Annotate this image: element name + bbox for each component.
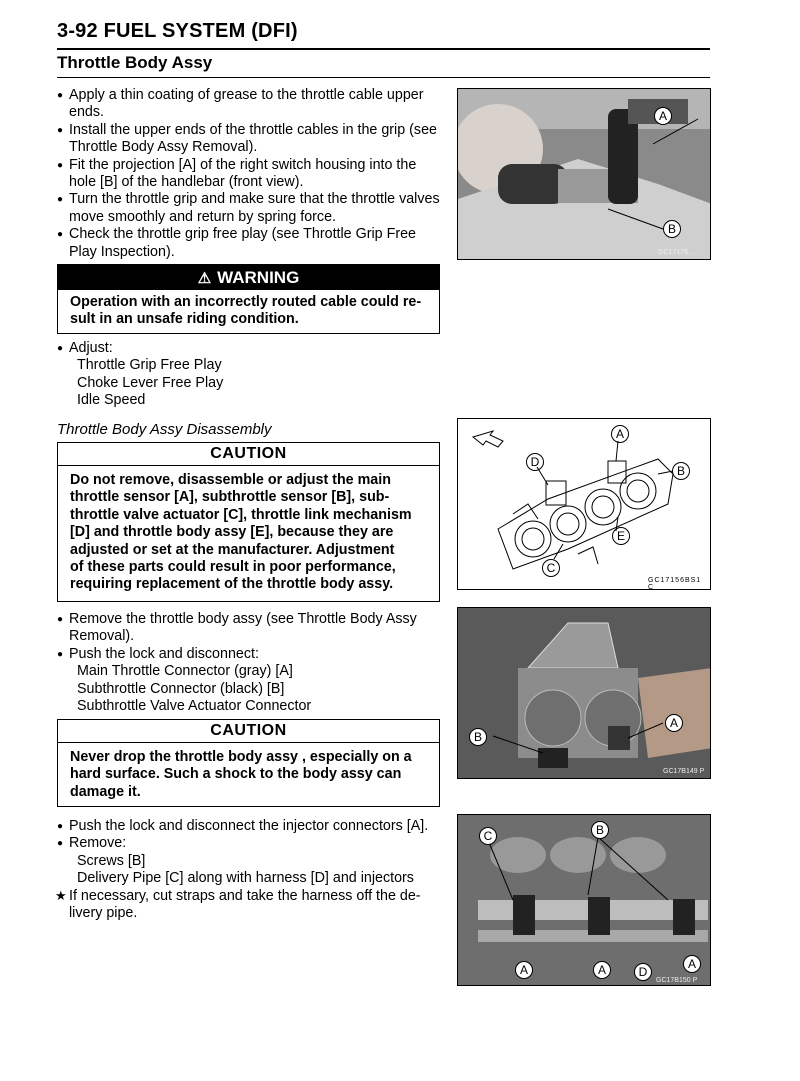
- injectors-photo: [458, 815, 711, 986]
- figure-code: GC17156BS1 C: [648, 577, 702, 590]
- step-item: [57, 646, 442, 663]
- note-text: If necessary, cut straps and take the harness off the de-: [69, 887, 421, 904]
- step-text: Install the upper ends of the throttle cables in the grip (see: [69, 121, 437, 138]
- step-item: ● Remove:: [57, 835, 442, 852]
- warning-body: [58, 290, 439, 335]
- callout-a: A: [593, 961, 611, 979]
- warning-box: [57, 264, 440, 334]
- step-text: move smoothly and return by spring force.: [69, 208, 336, 225]
- disassembly-title: Throttle Body Assy Disassembly: [57, 421, 272, 438]
- step-item: [57, 87, 442, 122]
- warning-line: Operation with an incorrectly routed cable could re-: [70, 294, 422, 310]
- caution-line: [D] and throttle body assy [E], because they are: [70, 524, 394, 541]
- step-text: Removal).: [69, 628, 135, 645]
- caution-title: CAUTION: [58, 443, 439, 466]
- front-arrow-icon: [473, 431, 503, 447]
- callout-a: A: [665, 714, 683, 732]
- caution-line: adjusted or set at the manufacturer. Adjustment: [70, 541, 395, 558]
- warning-title: WARNING: [217, 268, 300, 287]
- injector-steps: [57, 818, 442, 922]
- throttle-body-drawing: [458, 419, 711, 590]
- figure-throttle-body-drawing: [457, 418, 711, 590]
- callout-c: C: [542, 559, 560, 577]
- callout-d: D: [634, 963, 652, 981]
- section-title: Throttle Body Assy: [57, 53, 213, 72]
- step-item: [57, 191, 442, 226]
- callout-d: D: [526, 453, 544, 471]
- figure-code: GC17176...: [658, 249, 694, 256]
- figure-code: GC17B150 P: [656, 977, 698, 984]
- connectors-photo: [458, 608, 711, 779]
- step-item: [57, 122, 442, 157]
- caution-box: [57, 442, 440, 602]
- caution-box-2: [57, 719, 440, 807]
- page-title: 3-92 FUEL SYSTEM (DFI): [57, 20, 298, 42]
- removal-steps: [57, 611, 442, 715]
- header-rule: [57, 48, 710, 50]
- caution-line: Do not remove, disassemble or adjust the main: [70, 472, 391, 488]
- adjust-list: [57, 340, 442, 410]
- figure-throttle-grip: [457, 88, 711, 260]
- warning-triangle-icon: ⚠: [197, 270, 212, 287]
- warning-header: [58, 265, 439, 290]
- caution-body: [58, 743, 439, 807]
- callout-a: A: [654, 107, 672, 125]
- step-text: Push the lock and disconnect:: [69, 645, 259, 662]
- callout-b: B: [591, 821, 609, 839]
- caution-line: throttle valve actuator [C], throttle link mechanism: [70, 506, 412, 523]
- callout-c: C: [479, 827, 497, 845]
- caution-title: CAUTION: [58, 720, 439, 743]
- step-text: Remove the throttle body assy (see Throttle Body Assy: [69, 611, 417, 627]
- step-text: hole [B] of the handlebar (front view).: [69, 174, 304, 191]
- step-text: Apply a thin coating of grease to the throttle cable upper: [69, 87, 424, 103]
- step-text: Check the throttle grip free play (see Throttle Grip Free: [69, 226, 416, 243]
- adjust-label: ● Adjust:: [57, 340, 442, 357]
- step-item: [57, 611, 442, 646]
- remove-item: Screws [B]: [77, 852, 146, 869]
- caution-line: damage it.: [70, 783, 141, 800]
- install-steps: [57, 87, 442, 261]
- caution-line: hard surface. Such a shock to the body assy can: [70, 766, 402, 783]
- adjust-item: Throttle Grip Free Play: [77, 357, 222, 374]
- step-item: [57, 226, 442, 261]
- section-rule: [57, 77, 710, 78]
- note-item: [57, 888, 442, 923]
- connector-item: Subthrottle Valve Actuator Connector: [77, 698, 312, 715]
- connector-item: Main Throttle Connector (gray) [A]: [77, 663, 293, 680]
- step-text: Fit the projection [A] of the right switch housing into the: [69, 156, 417, 173]
- callout-a: A: [683, 955, 701, 973]
- connector-item: Subthrottle Connector (black) [B]: [77, 680, 285, 697]
- adjust-item: Choke Lever Free Play: [77, 374, 224, 391]
- step-text: Play Inspection).: [69, 243, 175, 260]
- caution-line: requiring replacement of the throttle body assy.: [70, 576, 394, 593]
- caution-body: [58, 466, 439, 600]
- figure-code: GC17B149 P: [663, 768, 705, 775]
- callout-b: B: [663, 220, 681, 238]
- caution-line: throttle sensor [A], subthrottle sensor [B], sub-: [70, 489, 390, 506]
- warning-line: sult in an unsafe riding condition.: [70, 311, 299, 328]
- figure-injectors: [457, 814, 711, 986]
- step-item: [57, 157, 442, 192]
- remove-item: Delivery Pipe [C] along with harness [D] and injectors: [77, 870, 414, 887]
- step-text: ends.: [69, 104, 104, 121]
- step-text: Turn the throttle grip and make sure that the throttle valves: [69, 191, 440, 208]
- callout-b: B: [672, 462, 690, 480]
- callout-e: E: [612, 527, 630, 545]
- step-item: ● Push the lock and disconnect the injector connectors [A].: [57, 818, 442, 835]
- caution-line: of these parts could result in poor performance,: [70, 559, 396, 576]
- callout-a: A: [611, 425, 629, 443]
- caution-line: Never drop the throttle body assy , especially on a: [70, 749, 412, 765]
- adjust-item: Idle Speed: [77, 392, 146, 409]
- note-text: livery pipe.: [69, 905, 138, 922]
- callout-a: A: [515, 961, 533, 979]
- step-text: Throttle Body Assy Removal).: [69, 139, 258, 156]
- callout-b: B: [469, 728, 487, 746]
- figure-connectors: [457, 607, 711, 779]
